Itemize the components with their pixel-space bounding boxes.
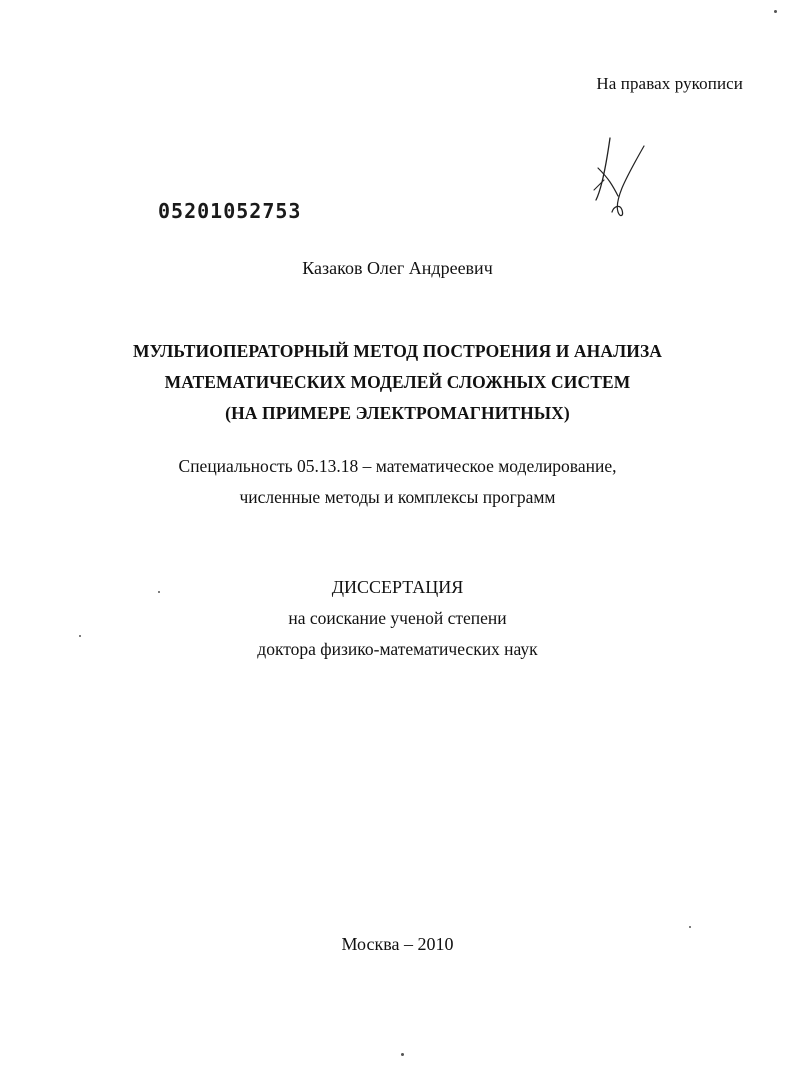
handwritten-signature — [588, 132, 652, 224]
degree-purpose: на соискание ученой степени — [288, 608, 507, 628]
specialty-line: Специальность 05.13.18 – математическое моделирование, — [178, 456, 617, 476]
scan-speck — [401, 1053, 404, 1056]
title-line: (НА ПРИМЕРЕ ЭЛЕКТРОМАГНИТНЫХ) — [225, 403, 570, 423]
inventory-number-stamp: 05201052753 — [158, 199, 302, 223]
specialty-block — [0, 451, 795, 513]
scan-speck — [689, 926, 691, 928]
scan-speck — [79, 635, 81, 637]
title-line: МАТЕМАТИЧЕСКИХ МОДЕЛЕЙ СЛОЖНЫХ СИСТЕМ — [164, 372, 631, 392]
scan-speck — [158, 591, 160, 593]
dissertation-block — [0, 572, 795, 665]
dissertation-title — [0, 336, 795, 429]
rights-note: На правах рукописи — [596, 74, 743, 93]
title-line: МУЛЬТИОПЕРАТОРНЫЙ МЕТОД ПОСТРОЕНИЯ И АНАЛИЗА — [132, 341, 663, 361]
scan-speck — [774, 10, 777, 13]
specialty-line: численные методы и комплексы программ — [239, 487, 556, 507]
city-year: Москва – 2010 — [341, 934, 454, 954]
degree-name: доктора физико-математических наук — [257, 639, 538, 659]
author-name: Казаков Олег Андреевич — [302, 258, 493, 278]
document-type: ДИССЕРТАЦИЯ — [331, 577, 464, 597]
